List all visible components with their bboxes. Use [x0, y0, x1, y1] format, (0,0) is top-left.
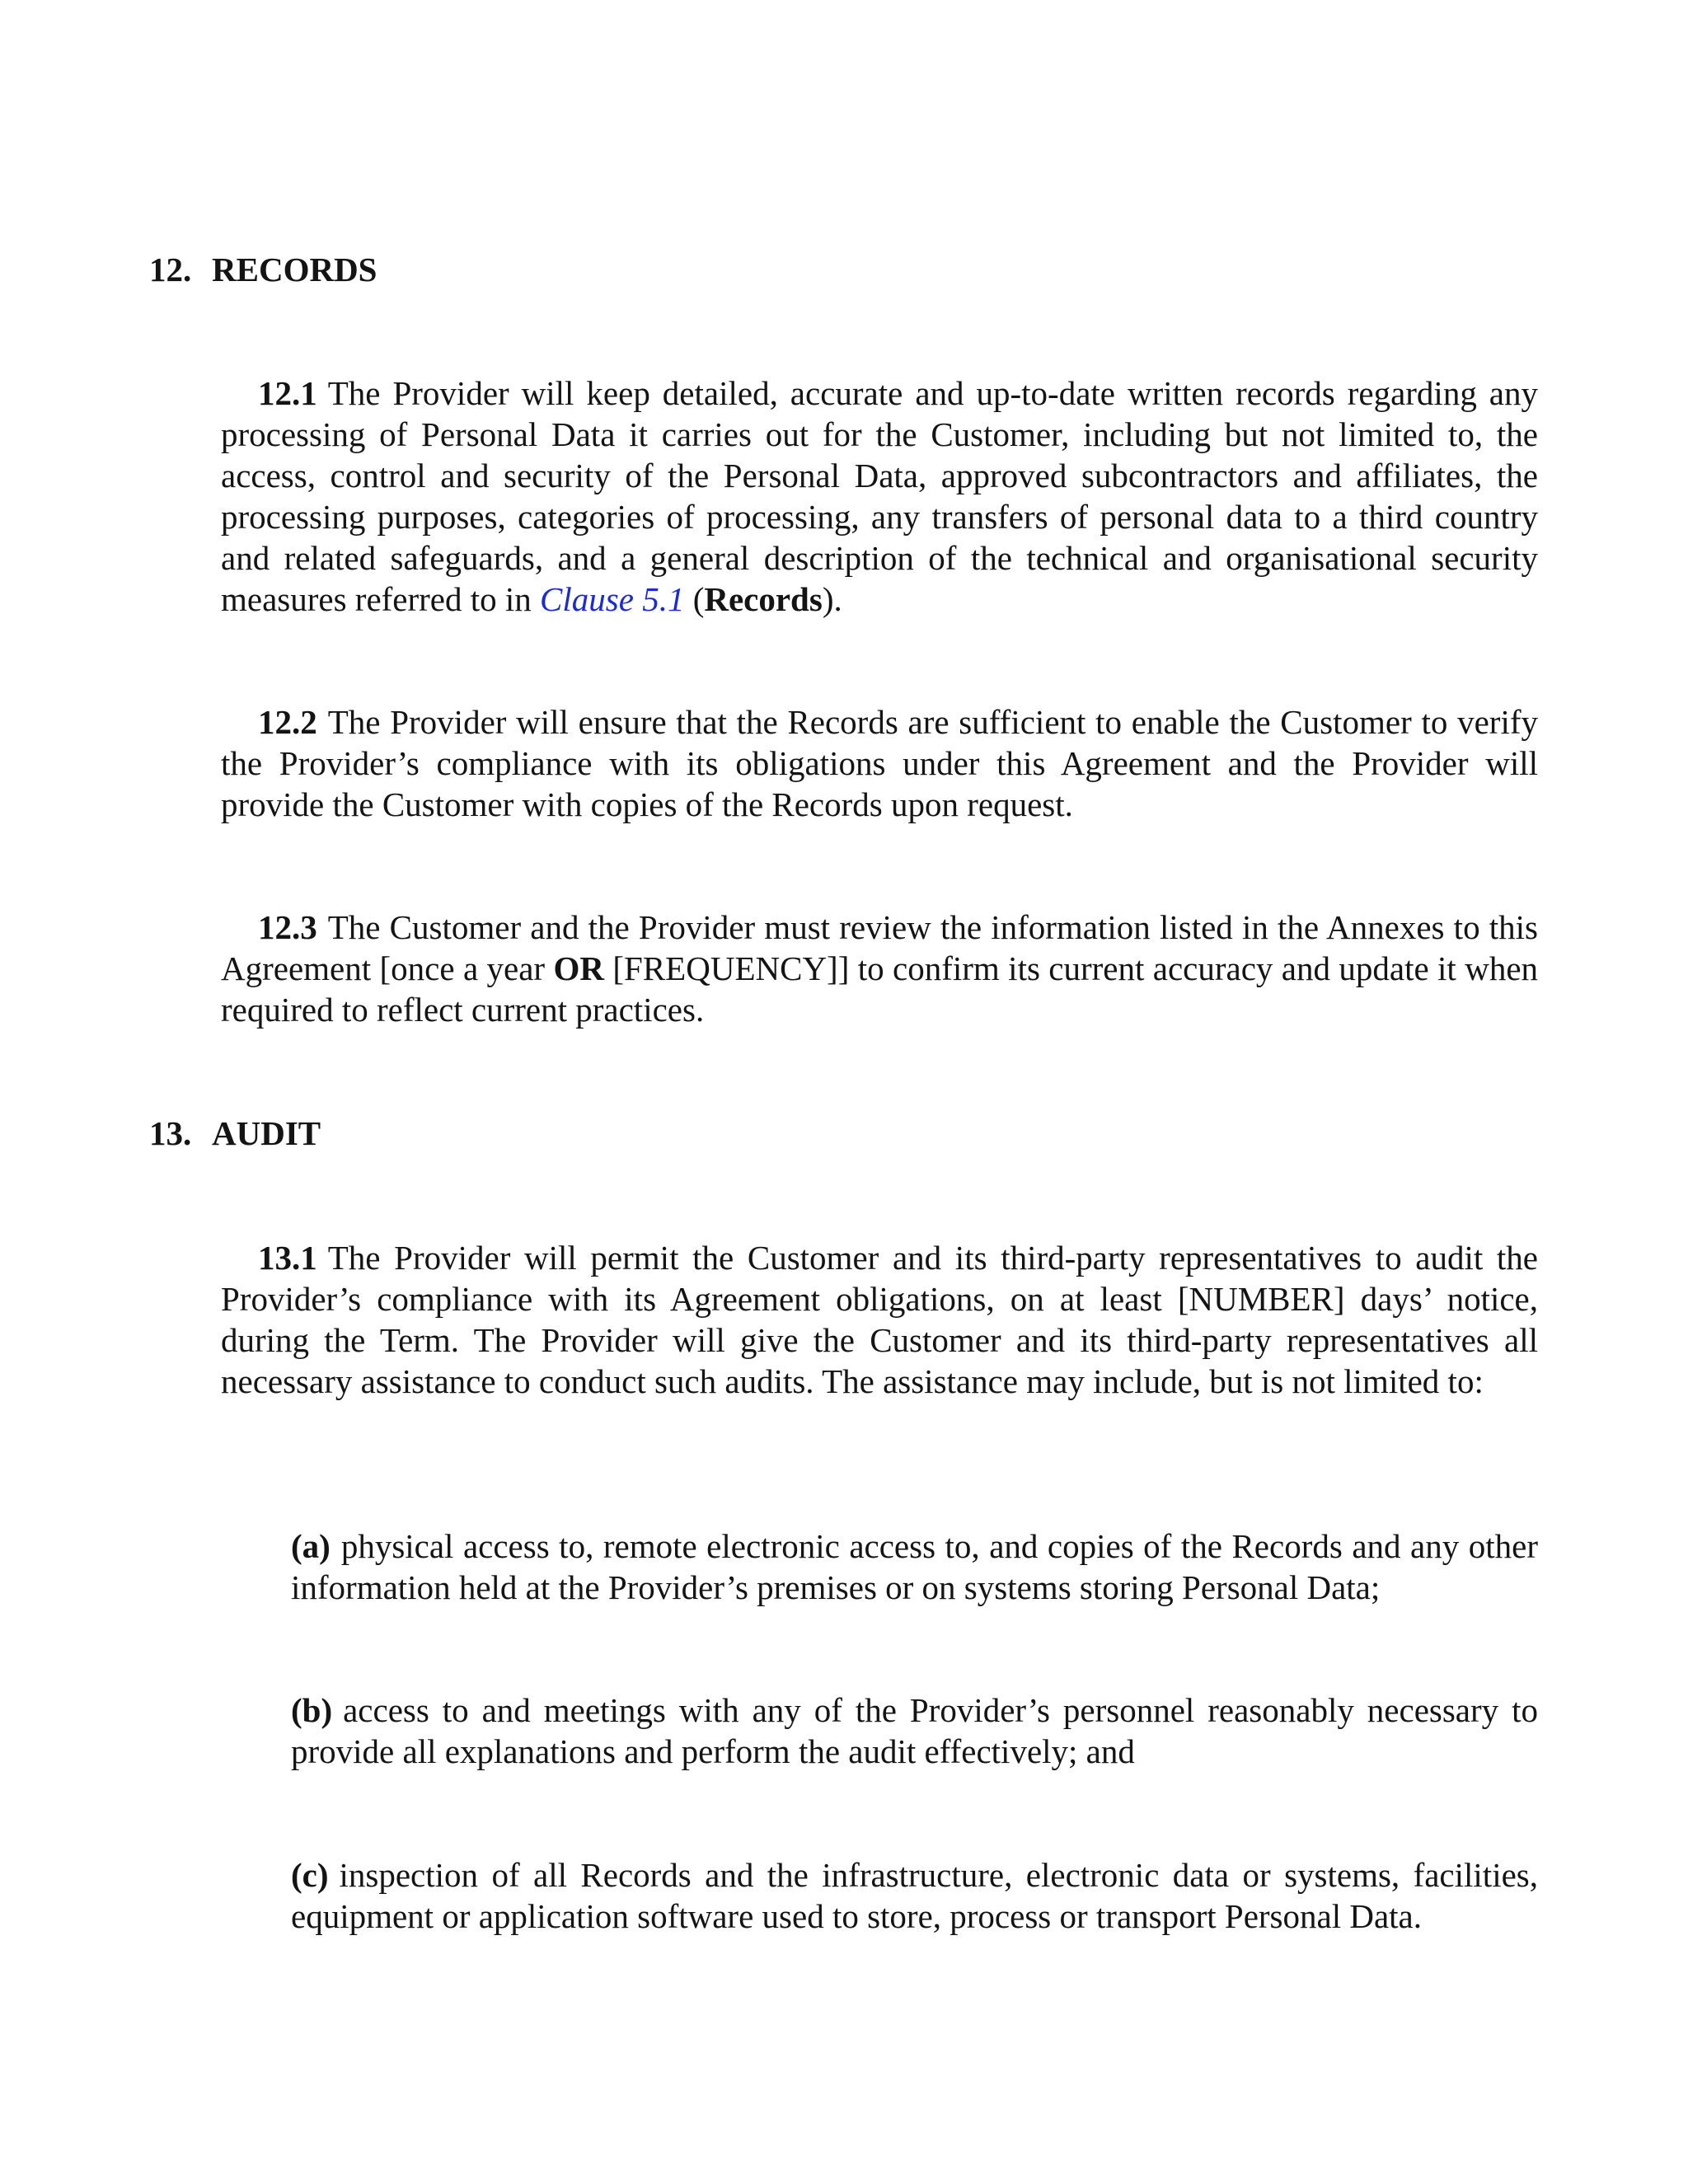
defined-term-records: Records — [704, 580, 823, 618]
clause-5-1-link[interactable]: Clause 5.1 — [540, 580, 685, 618]
clause-text-after: [FREQUENCY]] to confirm its current accuracy and update it when required to reflect current practices. — [221, 949, 1539, 1029]
clause-12-2 — [221, 701, 1538, 825]
section-number: 12. — [149, 251, 192, 288]
clause-text: The Provider will permit the Customer and its third-party representatives to audit the Provider’s compliance with its Agreement obligations, on at least [NUMBER] days’ notice, during the Term. The Provider will give the Customer and its third-party representatives all necessary assistance to conduct such audits. The assistance may include, but is not limited to: — [221, 1239, 1538, 1400]
item-text: physical access to, remote electronic access to, and copies of the Records and any other information held at the Provider’s premises or on systems storing Personal Data; — [291, 1527, 1538, 1606]
paren-open: ( — [684, 580, 705, 618]
clause-text: The Provider will ensure that the Records are sufficient to enable the Customer to verify the Provider’s compliance with its obligations under this Agreement and the Provider will provide the Customer with copies of the Records upon request. — [221, 703, 1538, 823]
clause-text: The Customer and the Provider must review the information listed in the Annexes to this Agreement [once a year — [221, 908, 1538, 987]
item-text: access to and meetings with any of the Provider’s personnel reasonably necessary to provide all explanations and perform the audit effectively; and — [291, 1691, 1538, 1770]
clause-number: 12.2 — [258, 703, 317, 741]
item-text: inspection of all Records and the infrastructure, electronic data or systems, facilities, equipment or application software used to store, process or transport Personal Data. — [291, 1856, 1538, 1935]
section-number: 13. — [149, 1114, 192, 1152]
clause-number: 12.1 — [258, 374, 317, 412]
bold-or: OR — [553, 949, 604, 987]
section-title: AUDIT — [212, 1114, 321, 1152]
item-label: (b) — [291, 1691, 333, 1729]
section-heading-audit — [149, 1113, 321, 1154]
section-heading-records — [149, 249, 377, 290]
list-item-c — [291, 1854, 1538, 1937]
clause-12-3 — [221, 907, 1538, 1030]
paren-close: ). — [822, 580, 842, 618]
clause-number: 13.1 — [258, 1239, 317, 1277]
list-item-b — [291, 1690, 1538, 1772]
clause-13-1 — [221, 1237, 1538, 1402]
clause-text: The Provider will keep detailed, accurate and up-to-date written records regarding any processing of Personal Data it carries out for the Customer, including but not limited to, the access, control and security of the Personal Data, approved subcontractors and affiliates, the processing purposes, categories of processing, any transfers of personal data to a third country and related safeguards, and a general description of the technical and organisational security measures referred to in — [221, 374, 1538, 618]
item-label: (a) — [291, 1527, 331, 1565]
list-item-a — [291, 1526, 1538, 1608]
section-title: RECORDS — [212, 251, 377, 288]
clause-number: 12.3 — [258, 908, 317, 946]
clause-12-1 — [221, 373, 1538, 620]
item-label: (c) — [291, 1856, 329, 1894]
